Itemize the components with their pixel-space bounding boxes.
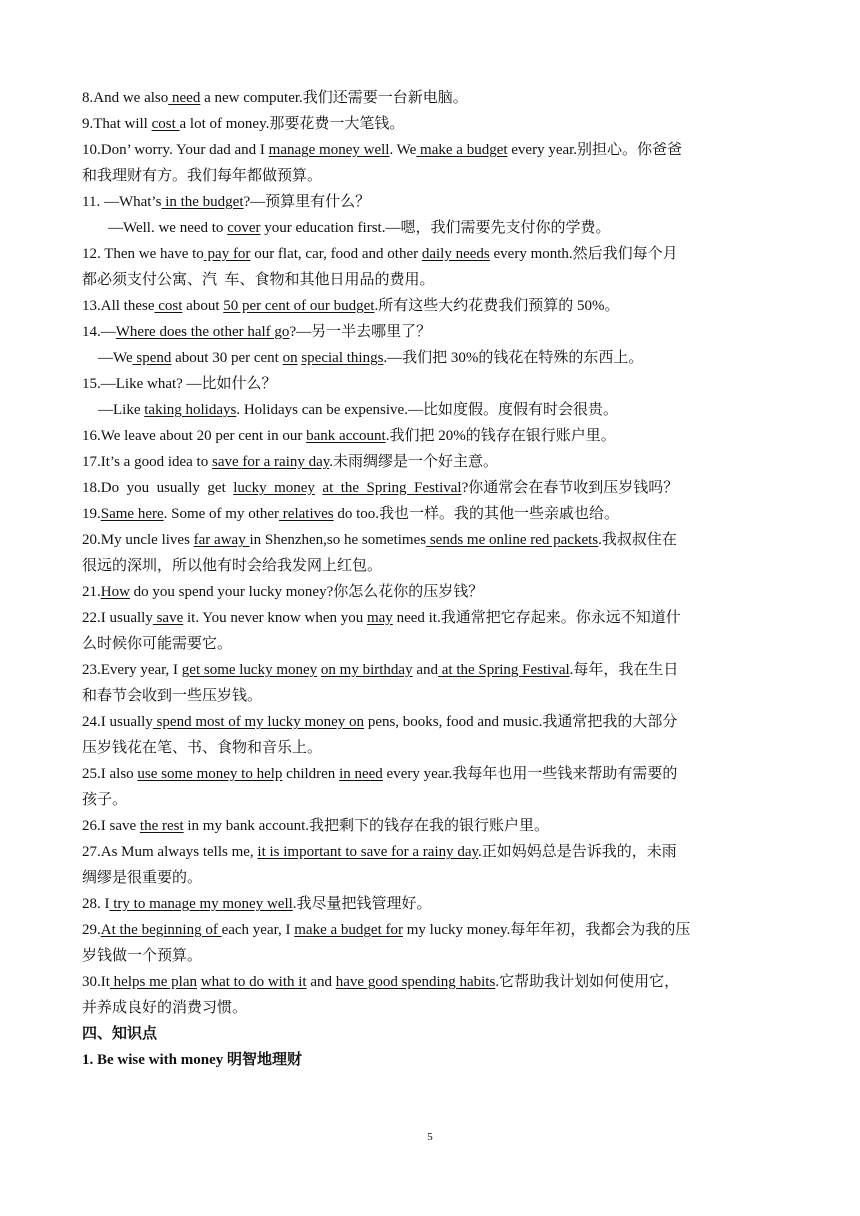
underlined-phrase: far away: [193, 532, 250, 548]
underlined-phrase: what to do with it: [200, 974, 307, 990]
underlined-phrase: sends me online red packets: [426, 532, 599, 548]
underlined-phrase: get some lucky money: [181, 662, 318, 678]
text-run: your education first.—嗯，我们需要先支付你的学费。: [260, 220, 611, 236]
underlined-phrase: save for a rainy day: [211, 454, 330, 470]
text-line: [82, 635, 782, 653]
text-run: ?—另一半去哪里了？: [289, 324, 432, 340]
text-run: 28. I: [82, 896, 110, 912]
text-run: 和我理财有方。我们每年都做预算。: [82, 168, 323, 184]
underlined-phrase: spend most of my lucky money on: [152, 714, 365, 730]
text-run: 23.Every year, I: [82, 662, 182, 678]
text-run: ?你通常会在春节收到压岁钱吗？: [461, 480, 679, 496]
text-run: children: [282, 766, 340, 782]
underlined-phrase: helps me plan: [109, 974, 197, 990]
text-run: 20.My uncle lives: [82, 532, 194, 548]
text-run: a lot of money.那要花费一大笔钱。: [179, 116, 405, 132]
text-line: [82, 531, 782, 549]
text-run: 和春节会收到一些压岁钱。: [82, 688, 263, 704]
text-run: it. You never know when you: [183, 610, 367, 626]
text-run: in Shenzhen,so he sometimes: [249, 532, 427, 548]
section-heading: [82, 1051, 782, 1069]
text-run: 岁钱做一个预算。: [82, 948, 203, 964]
text-line: [82, 687, 782, 705]
text-run: .我们把 20%的钱存在银行账户里。: [385, 428, 616, 444]
text-run: .未雨绸缪是一个好主意。: [329, 454, 499, 470]
text-run: 25.I also: [82, 766, 138, 782]
text-line: [82, 713, 782, 731]
text-run: 9.That will: [82, 116, 152, 132]
text-run: 四、知识点: [82, 1026, 158, 1042]
text-run: 孩子。: [82, 792, 128, 808]
underlined-phrase: cover: [227, 220, 261, 236]
underlined-phrase: At the beginning of: [100, 922, 222, 938]
underlined-phrase: Same here: [100, 506, 164, 522]
text-run: 10.Don’ worry. Your dad and I: [82, 142, 269, 158]
text-run: 19.: [82, 506, 101, 522]
page-number: 5: [427, 1131, 433, 1143]
text-run: do you spend your lucky money?你怎么花你的压岁钱？: [129, 584, 484, 600]
text-line: [82, 375, 782, 393]
underlined-phrase: save: [152, 610, 184, 626]
text-line: [82, 479, 782, 497]
text-run: 12. Then we have to: [82, 246, 204, 262]
text-line: [82, 167, 782, 185]
text-run: each year, I: [221, 922, 295, 938]
text-run: every year.别担心。你爸爸: [507, 142, 683, 158]
underlined-phrase: make a budget: [416, 142, 508, 158]
text-line: [108, 219, 808, 237]
text-run: —Well. we need to: [108, 220, 228, 236]
text-run: 绸缪是很重要的。: [82, 870, 203, 886]
text-line: [82, 921, 782, 939]
underlined-phrase: in the budget: [161, 194, 244, 210]
underlined-phrase: try to manage my money well: [109, 896, 293, 912]
text-run: 30.It: [82, 974, 110, 990]
text-run: 压岁钱花在笔、书、食物和音乐上。: [82, 740, 323, 756]
text-run: about: [182, 298, 224, 314]
underlined-phrase: special things: [301, 350, 384, 366]
underlined-phrase: lucky money: [233, 480, 315, 496]
text-run: .正如妈妈总是告诉我的，未雨: [478, 844, 677, 860]
text-line: [82, 869, 782, 887]
underlined-phrase: may: [366, 610, 393, 626]
underlined-phrase: taking holidays: [144, 402, 237, 418]
underlined-phrase: pay for: [203, 246, 251, 262]
text-line: [82, 947, 782, 965]
text-line: [82, 297, 782, 315]
text-line: [98, 349, 798, 367]
text-run: 27.As Mum always tells me,: [82, 844, 258, 860]
text-line: [82, 89, 782, 107]
underlined-phrase: the rest: [139, 818, 184, 834]
text-line: [98, 401, 798, 419]
underlined-phrase: Where does the other half go: [115, 324, 290, 340]
text-line: [82, 505, 782, 523]
text-line: [82, 999, 782, 1017]
text-run: .我叔叔住在: [598, 532, 677, 548]
text-line: [82, 739, 782, 757]
text-run: 15.—Like what? —比如什么？: [82, 376, 277, 392]
underlined-phrase: spend: [132, 350, 172, 366]
underlined-phrase: cost: [154, 298, 183, 314]
text-line: [82, 271, 782, 289]
text-line: [82, 245, 782, 263]
text-run: my lucky money.每年年初，我都会为我的压: [402, 922, 691, 938]
text-line: [82, 843, 782, 861]
text-run: 1. Be wise with money 明智地理财: [82, 1052, 302, 1068]
text-run: 16.We leave about 20 per cent in our: [82, 428, 307, 444]
text-run: 21.: [82, 584, 101, 600]
text-run: 14.—: [82, 324, 116, 340]
underlined-phrase: in need: [339, 766, 383, 782]
text-run: 很远的深圳，所以他有时会给我发网上红包。: [82, 558, 383, 574]
text-run: . We: [389, 142, 417, 158]
text-line: [82, 323, 782, 341]
text-run: ?—预算里有什么？: [243, 194, 371, 210]
text-line: [82, 661, 782, 679]
text-run: 29.: [82, 922, 101, 938]
underlined-phrase: make a budget for: [294, 922, 403, 938]
section-heading: [82, 1025, 782, 1043]
text-run: 都必须支付公寓、汽 车、食物和其他日用品的费用。: [82, 272, 435, 288]
text-run: .每年，我在生日: [569, 662, 679, 678]
text-run: . Holidays can be expensive.—比如度假。度假有时会很贵。: [236, 402, 618, 418]
text-line: [82, 141, 782, 159]
text-line: [82, 791, 782, 809]
text-line: [82, 765, 782, 783]
text-run: need it.我通常把它存起来。你永远不知道什: [392, 610, 681, 626]
text-run: in my bank account.我把剩下的钱存在我的银行账户里。: [183, 818, 550, 834]
text-run: and: [412, 662, 438, 678]
text-run: .—我们把 30%的钱花在特殊的东西上。: [383, 350, 644, 366]
text-run: 8.And we also: [82, 90, 169, 106]
underlined-phrase: use some money to help: [137, 766, 283, 782]
text-run: 22.I usually: [82, 610, 153, 626]
underlined-phrase: cost: [151, 116, 180, 132]
text-run: . Some of my other: [163, 506, 280, 522]
text-run: do too.我也一样。我的其他一些亲戚也给。: [333, 506, 620, 522]
text-run: a new computer.我们还需要一台新电脑。: [200, 90, 468, 106]
underlined-phrase: have good spending habits: [335, 974, 496, 990]
text-run: —Like: [98, 402, 145, 418]
text-run: .所有这些大约花费我们预算的 50%。: [374, 298, 620, 314]
text-line: [82, 609, 782, 627]
underlined-phrase: relatives: [279, 506, 334, 522]
text-run: 17.It’s a good idea to: [82, 454, 212, 470]
text-line: [82, 557, 782, 575]
text-run: about 30 per cent: [171, 350, 283, 366]
text-line: [82, 453, 782, 471]
text-run: every year.我每年也用一些钱来帮助有需要的: [382, 766, 678, 782]
underlined-phrase: 50 per cent of our budget: [223, 298, 375, 314]
text-run: —We: [98, 350, 133, 366]
text-run: every month.然后我们每个月: [489, 246, 678, 262]
text-run: 并养成良好的消费习惯。: [82, 1000, 248, 1016]
text-run: 么时候你可能需要它。: [82, 636, 233, 652]
underlined-phrase: on my birthday: [320, 662, 413, 678]
underlined-phrase: How: [100, 584, 130, 600]
underlined-phrase: need: [168, 90, 201, 106]
text-line: [82, 895, 782, 913]
underlined-phrase: at the Spring Festival: [322, 480, 462, 496]
text-run: 18.Do you usually get: [82, 480, 234, 496]
text-line: [82, 427, 782, 445]
text-run: .我尽量把钱管理好。: [292, 896, 432, 912]
underlined-phrase: manage money well: [268, 142, 390, 158]
underlined-phrase: it is important to save for a rainy day: [257, 844, 479, 860]
underlined-phrase: bank account: [306, 428, 386, 444]
text-run: pens, books, food and music.我通常把我的大部分: [364, 714, 678, 730]
text-run: our flat, car, food and other: [250, 246, 422, 262]
underlined-phrase: on: [282, 350, 298, 366]
text-line: [82, 817, 782, 835]
text-run: .它帮助我计划如何使用它，: [495, 974, 680, 990]
text-line: [82, 193, 782, 211]
text-line: [82, 973, 782, 991]
text-run: and: [306, 974, 336, 990]
text-run: 24.I usually: [82, 714, 153, 730]
text-run: 13.All these: [82, 298, 155, 314]
underlined-phrase: daily needs: [421, 246, 490, 262]
text-line: [82, 583, 782, 601]
text-run: 11. —What’s: [82, 194, 162, 210]
text-run: 26.I save: [82, 818, 140, 834]
text-line: [82, 115, 782, 133]
underlined-phrase: at the Spring Festival: [438, 662, 570, 678]
